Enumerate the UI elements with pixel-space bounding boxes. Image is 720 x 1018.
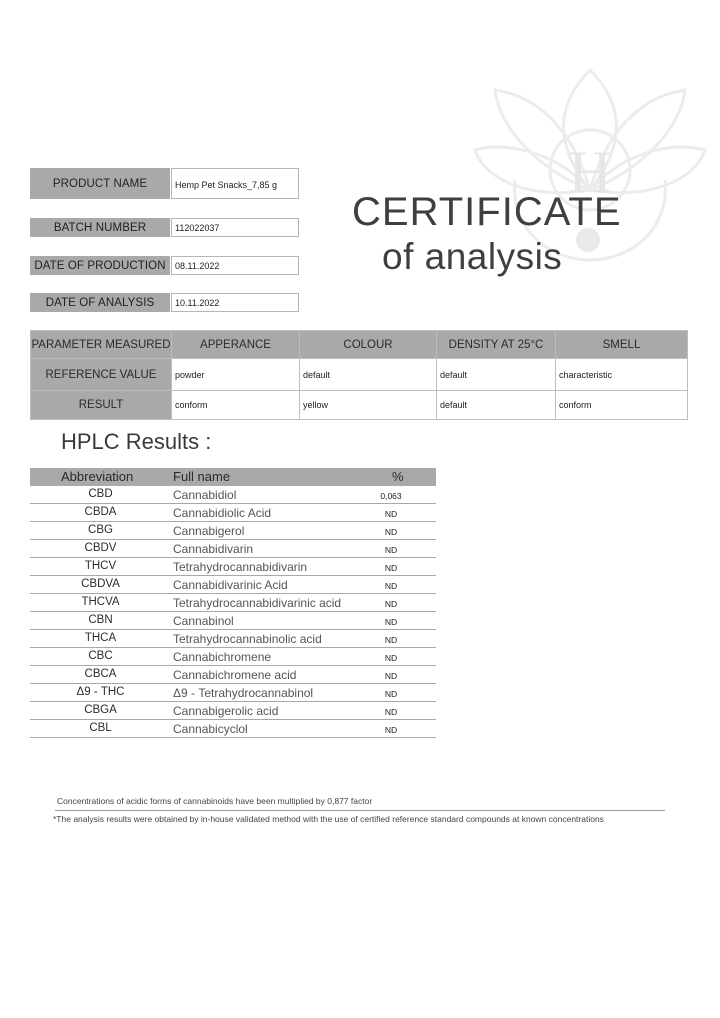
param-header-appearance: APPERANCE (172, 331, 300, 359)
reference-colour: default (300, 359, 437, 391)
hplc-abbreviation: CBG (88, 524, 113, 536)
result-density: default (437, 391, 556, 420)
param-header-density: DENSITY AT 25°C (437, 331, 556, 359)
hplc-abbreviation: CBDA (84, 506, 117, 518)
hplc-row (30, 702, 436, 720)
hplc-full-name: Cannabicyclol (173, 722, 248, 736)
result-smell: conform (556, 391, 688, 420)
hplc-row (30, 576, 436, 594)
hplc-abbreviation: CBDVA (81, 578, 120, 590)
hplc-full-name: Cannabichromene (173, 650, 272, 664)
hplc-title: HPLC Results : (61, 429, 212, 454)
hplc-abbreviation: THCV (84, 560, 117, 572)
date-of-analysis-label: DATE OF ANALYSIS (30, 293, 170, 312)
hplc-col-percent: % (392, 469, 404, 484)
hplc-percent: ND (384, 599, 398, 609)
hplc-abbreviation: THCVA (81, 596, 120, 608)
certificate-subtitle: of analysis (382, 236, 563, 277)
hplc-row (30, 558, 436, 576)
hplc-full-name: Cannabidiolic Acid (173, 506, 272, 520)
hplc-row (30, 720, 436, 738)
hplc-row (30, 684, 436, 702)
param-header-smell: SMELL (556, 331, 688, 359)
hplc-row (30, 486, 436, 504)
hplc-full-name: Tetrahydrocannabidivarin (173, 560, 308, 574)
hplc-row (30, 666, 436, 684)
note-divider (55, 810, 665, 811)
hplc-col-full-name: Full name (173, 469, 231, 484)
hplc-full-name: Cannabidiol (173, 488, 237, 502)
hplc-percent: 0,063 (380, 491, 402, 501)
hplc-abbreviation: CBC (88, 650, 113, 662)
hplc-full-name: Cannabichromene acid (173, 668, 297, 682)
hplc-percent: ND (384, 527, 398, 537)
hplc-row (30, 648, 436, 666)
hplc-abbreviation: CBDV (84, 542, 117, 554)
reference-density: default (437, 359, 556, 391)
batch-number-label: BATCH NUMBER (30, 218, 170, 237)
hplc-abbreviation: CBL (89, 722, 112, 734)
parameter-table (30, 330, 688, 420)
hplc-col-abbreviation: Abbreviation (61, 469, 134, 484)
certificate-title: CERTIFICATE (352, 190, 622, 234)
hplc-full-name: Cannabidivarin (173, 542, 254, 556)
product-name-label: PRODUCT NAME (30, 168, 170, 199)
hplc-full-name: Tetrahydrocannabinolic acid (173, 632, 322, 646)
hplc-percent: ND (384, 545, 398, 555)
date-of-production-label: DATE OF PRODUCTION (30, 256, 170, 275)
hplc-abbreviation: CBGA (84, 704, 117, 716)
method-note: *The analysis results were obtained by in-house validated method with the use of certified reference standard compounds at known concentrations (53, 814, 604, 824)
reference-smell: characteristic (556, 359, 688, 391)
hplc-abbreviation: CBD (88, 488, 113, 500)
hplc-percent: ND (384, 707, 398, 717)
hplc-table (30, 468, 436, 738)
hplc-percent: ND (384, 689, 398, 699)
hplc-abbreviation: THCA (84, 632, 117, 644)
hplc-full-name: Cannabinol (173, 614, 234, 628)
hplc-percent: ND (384, 581, 398, 591)
param-header-colour: COLOUR (300, 331, 437, 359)
hplc-percent: ND (384, 563, 398, 573)
result-label: RESULT (31, 391, 172, 420)
acidic-forms-note: Concentrations of acidic forms of cannabinoids have been multiplied by 0,877 factor (57, 796, 373, 806)
reference-appearance: powder (172, 359, 300, 391)
hplc-abbreviation: Δ9 - THC (76, 686, 125, 698)
date-of-analysis-value: 10.11.2022 (171, 293, 299, 312)
hplc-full-name: Δ9 - Tetrahydrocannabinol (173, 686, 314, 700)
hplc-row (30, 630, 436, 648)
hplc-full-name: Cannabigerol (173, 524, 245, 538)
hplc-abbreviation: CBCA (84, 668, 117, 680)
hplc-percent: ND (384, 671, 398, 681)
hplc-percent: ND (384, 617, 398, 627)
hplc-header-row (30, 468, 436, 486)
result-appearance: conform (172, 391, 300, 420)
hplc-row (30, 612, 436, 630)
reference-value-label: REFERENCE VALUE (31, 359, 172, 391)
batch-number-value: 112022037 (171, 218, 299, 237)
date-of-production-value: 08.11.2022 (171, 256, 299, 275)
hplc-row (30, 540, 436, 558)
hplc-percent: ND (384, 653, 398, 663)
hplc-percent: ND (384, 635, 398, 645)
hplc-percent: ND (384, 509, 398, 519)
hplc-full-name: Cannabidivarinic Acid (173, 578, 288, 592)
hplc-percent: ND (384, 725, 398, 735)
hplc-row (30, 594, 436, 612)
param-header-measured: PARAMETER MEASURED (31, 331, 172, 359)
hplc-full-name: Tetrahydrocannabidivarinic acid (173, 596, 342, 610)
hplc-row (30, 504, 436, 522)
result-colour: yellow (300, 391, 437, 420)
product-name-value: Hemp Pet Snacks_7,85 g (171, 168, 299, 199)
hplc-abbreviation: CBN (88, 614, 113, 626)
svg-text:H: H (568, 139, 612, 205)
hplc-full-name: Cannabigerolic acid (173, 704, 279, 718)
hplc-row (30, 522, 436, 540)
